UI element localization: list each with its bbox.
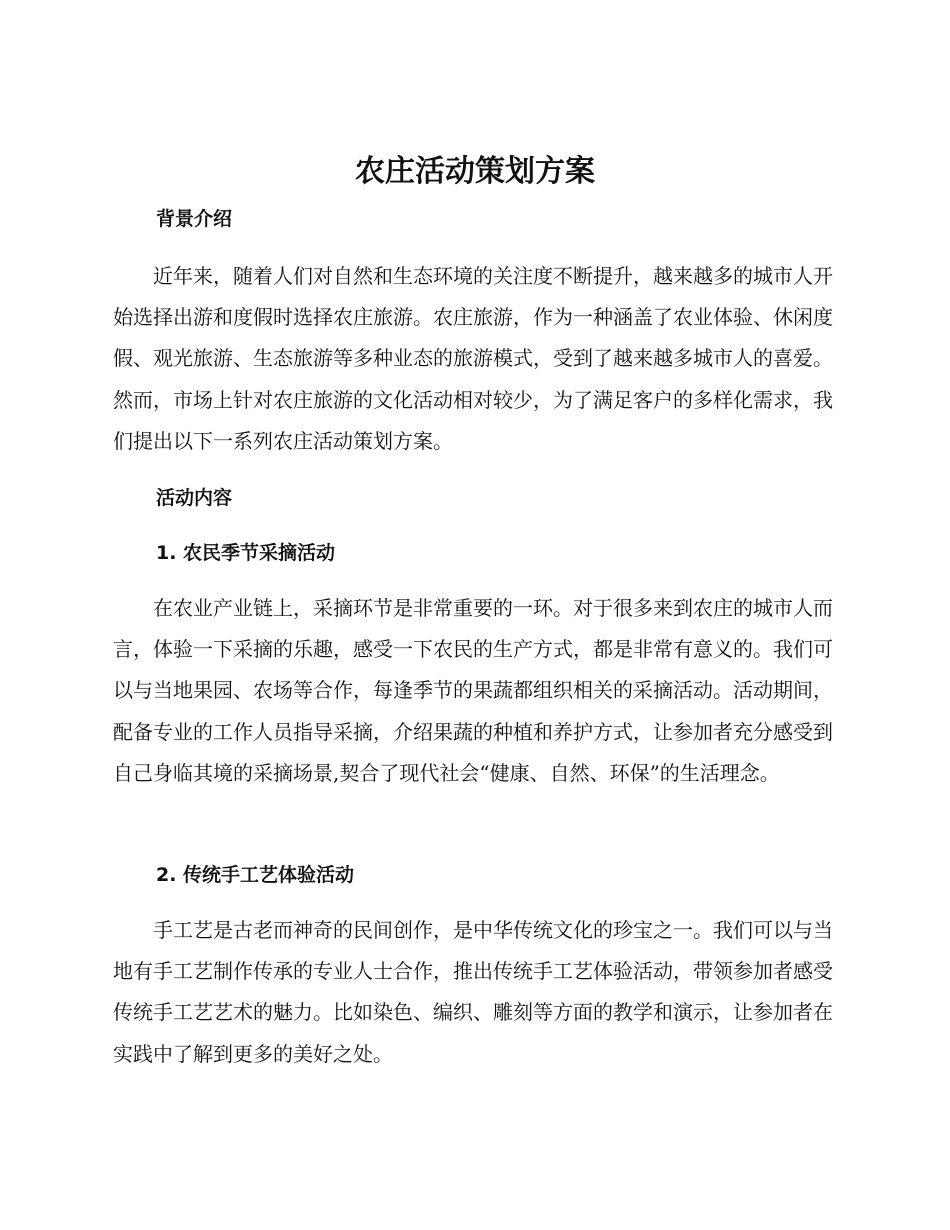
- section-heading-background: 背景介绍: [156, 208, 233, 230]
- paragraph-handicraft: 手工艺是古老而神奇的民间创作，是中华传统文化的珍宝之一。我们可以与当地有手工艺制作传承的专业人士合作，推出传统手工艺体验活动，带领参加者感受传统手工艺艺术的魅力。比如染色、编织、雕刻等方面的教学和演示，让参加者在实践中了解到更多的美好之处。: [113, 918, 833, 1066]
- section-heading-handicraft: 2. 传统手工艺体验活动: [156, 864, 355, 886]
- paragraph-picking: 在农业产业链上，采摘环节是非常重要的一环。对于很多来到农庄的城市人而言，体验一下采摘的乐趣，感受一下农民的生产方式，都是非常有意义的。我们可以与当地果园、农场等合作，每逢季节的果蔬都组织相关的采摘活动。活动期间，配备专业的工作人员指导采摘，介绍果蔬的种植和养护方式，让参加者充分感受到自己身临其境的采摘场景,契合了现代社会“健康、自然、环保”的生活理念。: [113, 596, 833, 785]
- section-heading-picking: 1. 农民季节采摘活动: [156, 542, 336, 564]
- section-heading-activities: 活动内容: [156, 487, 233, 509]
- paragraph-background: 近年来，随着人们对自然和生态环境的关注度不断提升，越来越多的城市人开始选择出游和度假时选择农庄旅游。农庄旅游，作为一种涵盖了农业体验、休闲度假、观光旅游、生态旅游等多种业态的旅游模式，受到了越来越多城市人的喜爱。然而，市场上针对农庄旅游的文化活动相对较少，为了满足客户的多样化需求，我们提出以下一系列农庄活动策划方案。: [113, 264, 833, 453]
- document-title: 农庄活动策划方案: [355, 154, 595, 189]
